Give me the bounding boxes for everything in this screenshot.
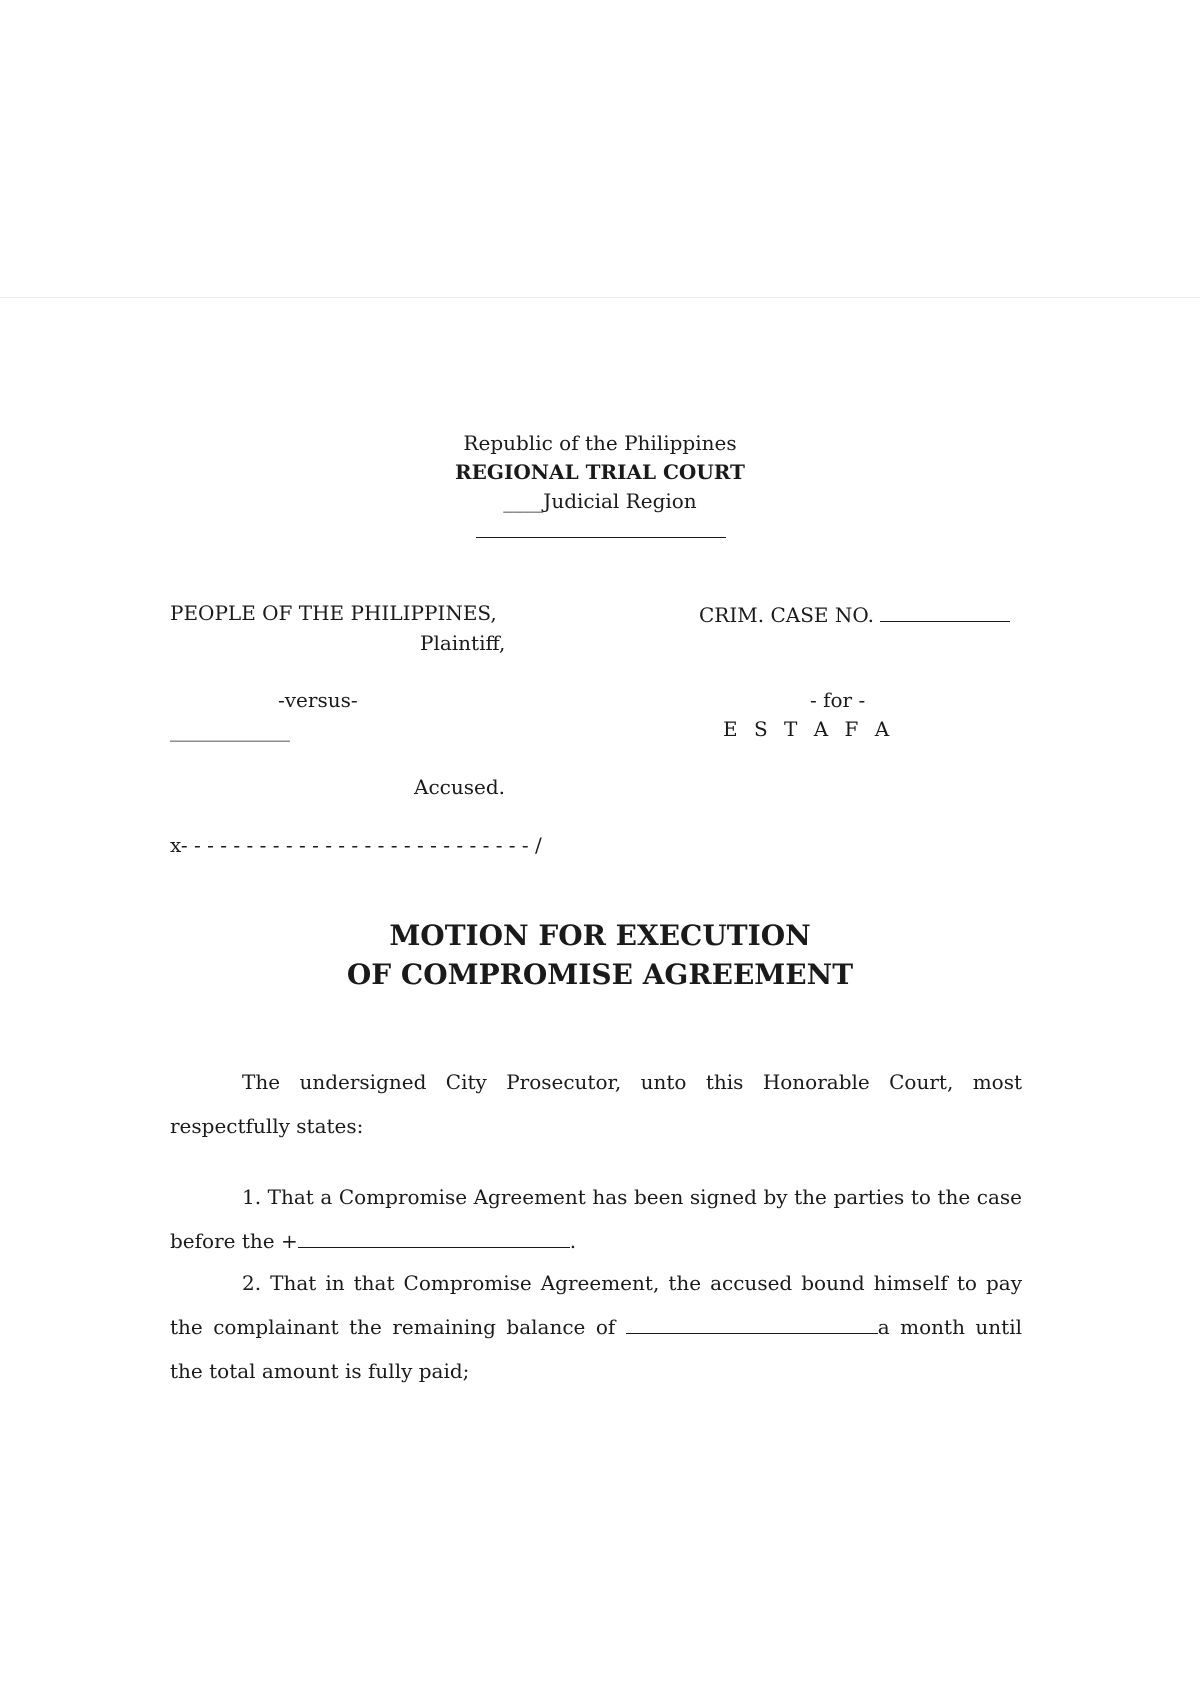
court-name xyxy=(0,458,1200,486)
caption-separator: x- - - - - - - - - - - - - - - - - - - - - - - - - - - / xyxy=(170,833,542,857)
republic-line xyxy=(0,429,1200,457)
item-2-paragraph xyxy=(170,1261,1022,1393)
motion-title-line-1-text: MOTION FOR EXECUTION xyxy=(389,919,811,952)
region-label: Judicial Region xyxy=(543,489,697,513)
plaintiff-name: PEOPLE OF THE PHILIPPINES, xyxy=(170,601,497,625)
case-number-label: CRIM. CASE NO. xyxy=(699,603,874,627)
item-1-end: . xyxy=(569,1229,577,1253)
judicial-region-line xyxy=(0,487,1200,515)
region-blank: ____ xyxy=(503,489,544,513)
item-1-blank xyxy=(298,1227,570,1248)
intro-paragraph xyxy=(170,1060,1022,1148)
item-1-paragraph xyxy=(170,1175,1022,1263)
plaintiff-role: Plaintiff, xyxy=(420,631,506,655)
versus-label: -versus- xyxy=(278,688,358,712)
item-2-blank xyxy=(626,1313,878,1334)
motion-title-line-2 xyxy=(0,955,1200,994)
accused-blank: ____________ xyxy=(170,718,290,742)
accused-role: Accused. xyxy=(414,775,505,799)
header-signature-rule xyxy=(476,537,726,538)
case-number-blank xyxy=(880,601,1010,622)
motion-title-line-1 xyxy=(0,916,1200,955)
item-2-text: 2. That in that Compromise Agreement, the accused bound himself to pay the complainant the remaining balance of xyxy=(170,1271,1022,1339)
case-number-line xyxy=(699,601,1010,627)
court-name-text: REGIONAL TRIAL COURT xyxy=(455,460,745,484)
republic-text: Republic of the Philippines xyxy=(463,431,737,455)
item-1-text: 1. That a Compromise Agreement has been signed by the parties to the case before the + xyxy=(170,1185,1022,1253)
for-label: - for - xyxy=(810,688,866,712)
offense-label: E S T A F A xyxy=(723,717,895,741)
motion-title-line-2-text: OF COMPROMISE AGREEMENT xyxy=(346,958,854,991)
intro-text: The undersigned City Prosecutor, unto this Honorable Court, most respectfully states: xyxy=(170,1070,1022,1138)
item-2-end: a month until the total amount is fully paid; xyxy=(170,1315,1022,1383)
